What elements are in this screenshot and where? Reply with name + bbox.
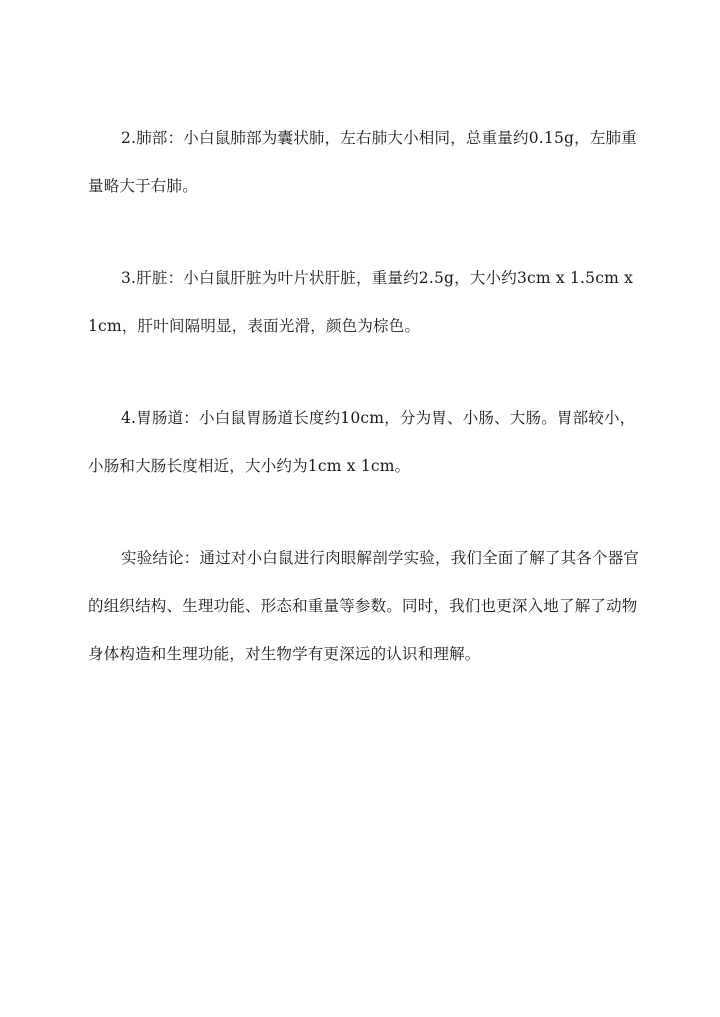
paragraph-lung: 2.肺部：小白鼠肺部为囊状肺，左右肺大小相同，总重量约0.15g，左肺重量略大于右肺。 bbox=[88, 129, 637, 195]
paragraph-gastrointestinal: 4.胃肠道：小白鼠胃肠道长度约10cm，分为胃、小肠、大肠。胃部较小，小肠和大肠长度相近，大小约为1cm x 1cm。 bbox=[88, 409, 636, 475]
paragraph-conclusion: 实验结论：通过对小白鼠进行肉眼解剖学实验，我们全面了解了其各个器官的组织结构、生理功能、形态和重量等参数。同时，我们也更深入地了解了动物身体构造和生理功能，对生物学有更深远的认识和理解。 bbox=[88, 549, 640, 663]
paragraph-liver: 3.肝脏：小白鼠肝脏为叶片状肝脏，重量约2.5g，大小约3cm x 1.5cm x 1cm，肝叶间隔明显，表面光滑，颜色为棕色。 bbox=[88, 269, 634, 335]
